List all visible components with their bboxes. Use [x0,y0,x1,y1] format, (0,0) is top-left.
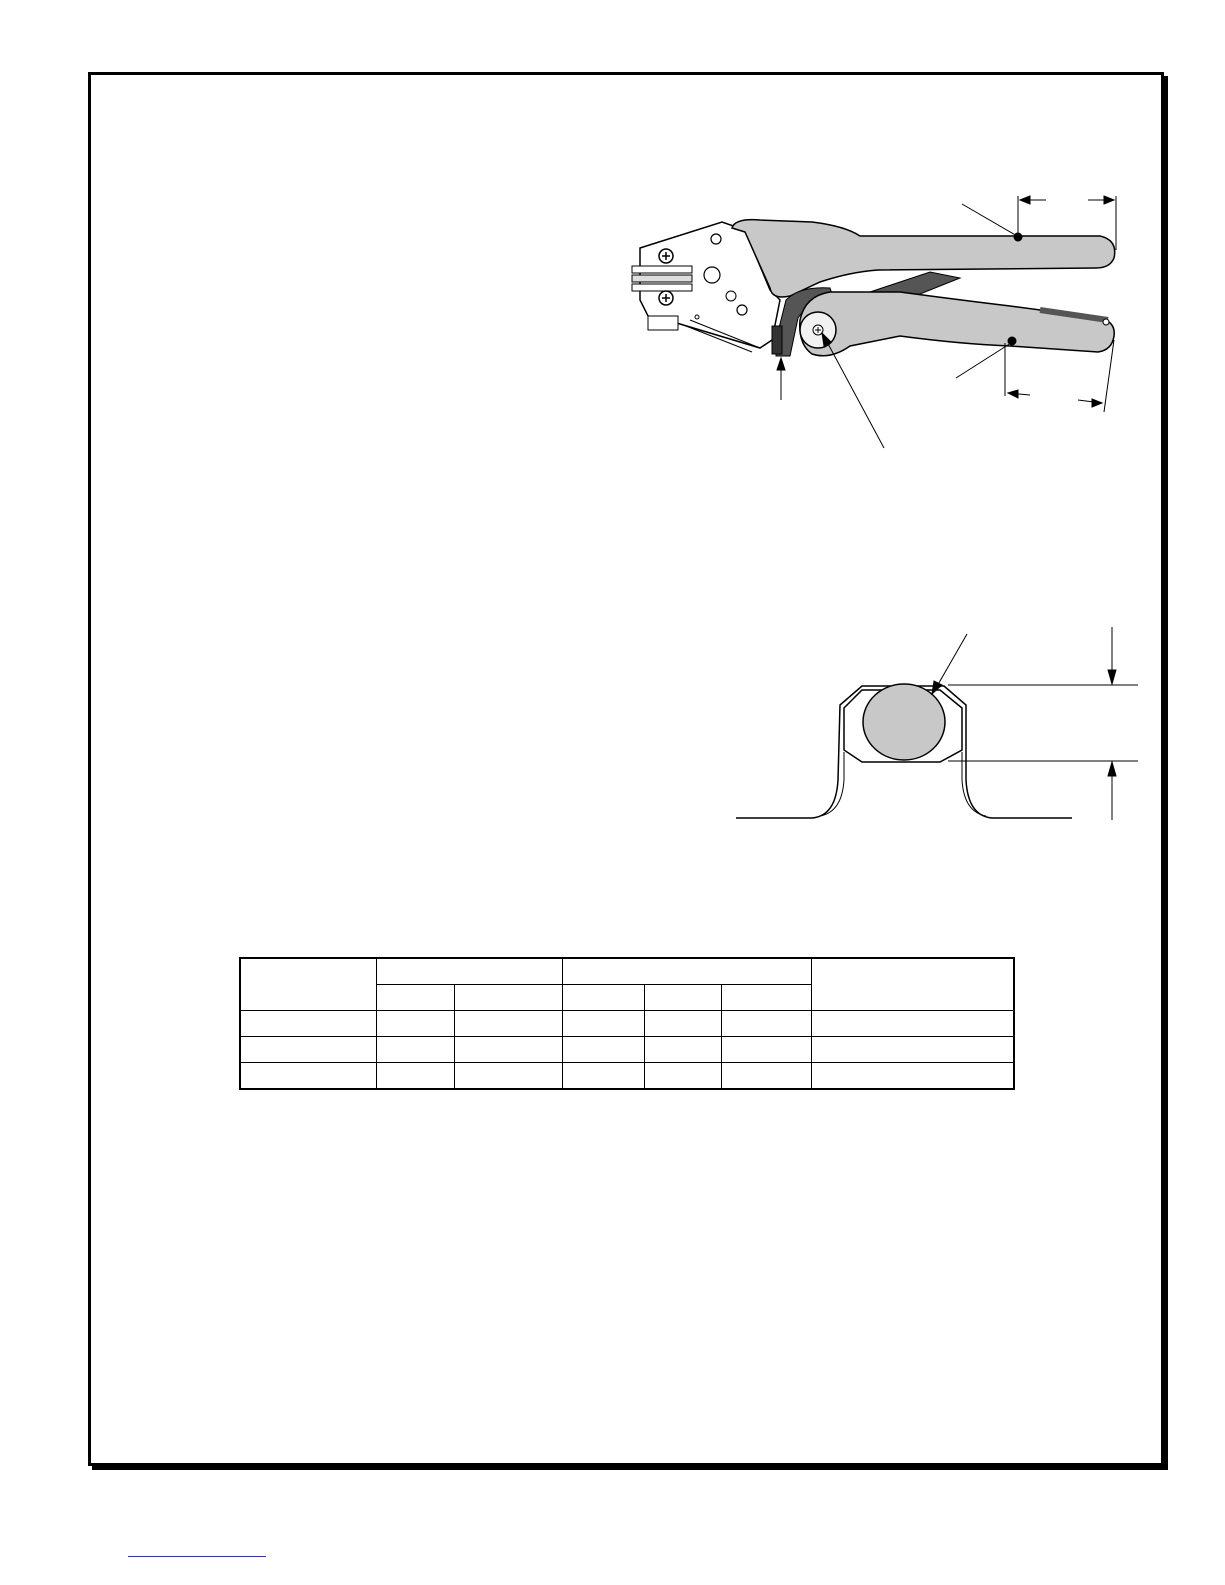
table-row [240,1011,1014,1037]
table-cell [811,1063,1014,1090]
table-cell [454,1037,562,1063]
hand-crimp-tool-icon [632,220,1115,356]
table-cell [562,1011,644,1037]
crimp-section-figure [720,620,1150,830]
table-cell [644,1037,721,1063]
table-cell [721,1011,811,1037]
crimp-cross-section-icon [736,684,1072,818]
table-cell [811,1037,1014,1063]
table-header-cell [721,985,811,1011]
table-row [240,1037,1014,1063]
table-header-cell [644,985,721,1011]
table-header-row [240,958,1014,985]
table-header-cell [811,958,1014,1011]
table-cell [376,1037,454,1063]
spec-table [239,957,1015,1090]
crimp-tool-figure [630,180,1130,460]
table-cell [454,1011,562,1037]
table-cell [721,1063,811,1090]
table-row [240,1063,1014,1090]
table-cell [240,1037,376,1063]
table-cell [562,1063,644,1090]
table-cell [811,1011,1014,1037]
table-header-cell [376,958,562,985]
table-header-cell [562,958,811,985]
table-header-cell [562,985,644,1011]
table-cell [240,1063,376,1090]
footer-link-underline[interactable] [128,1556,266,1557]
table-cell [644,1063,721,1090]
table-cell [644,1011,721,1037]
table-header-cell [454,985,562,1011]
table-cell [721,1037,811,1063]
table-cell [376,1063,454,1090]
table-header-cell [240,958,376,1011]
table-cell [562,1037,644,1063]
table-header-cell [376,985,454,1011]
table-cell [240,1011,376,1037]
table-cell [376,1011,454,1037]
crimp-height-dimension [932,627,1138,820]
table-cell [454,1063,562,1090]
